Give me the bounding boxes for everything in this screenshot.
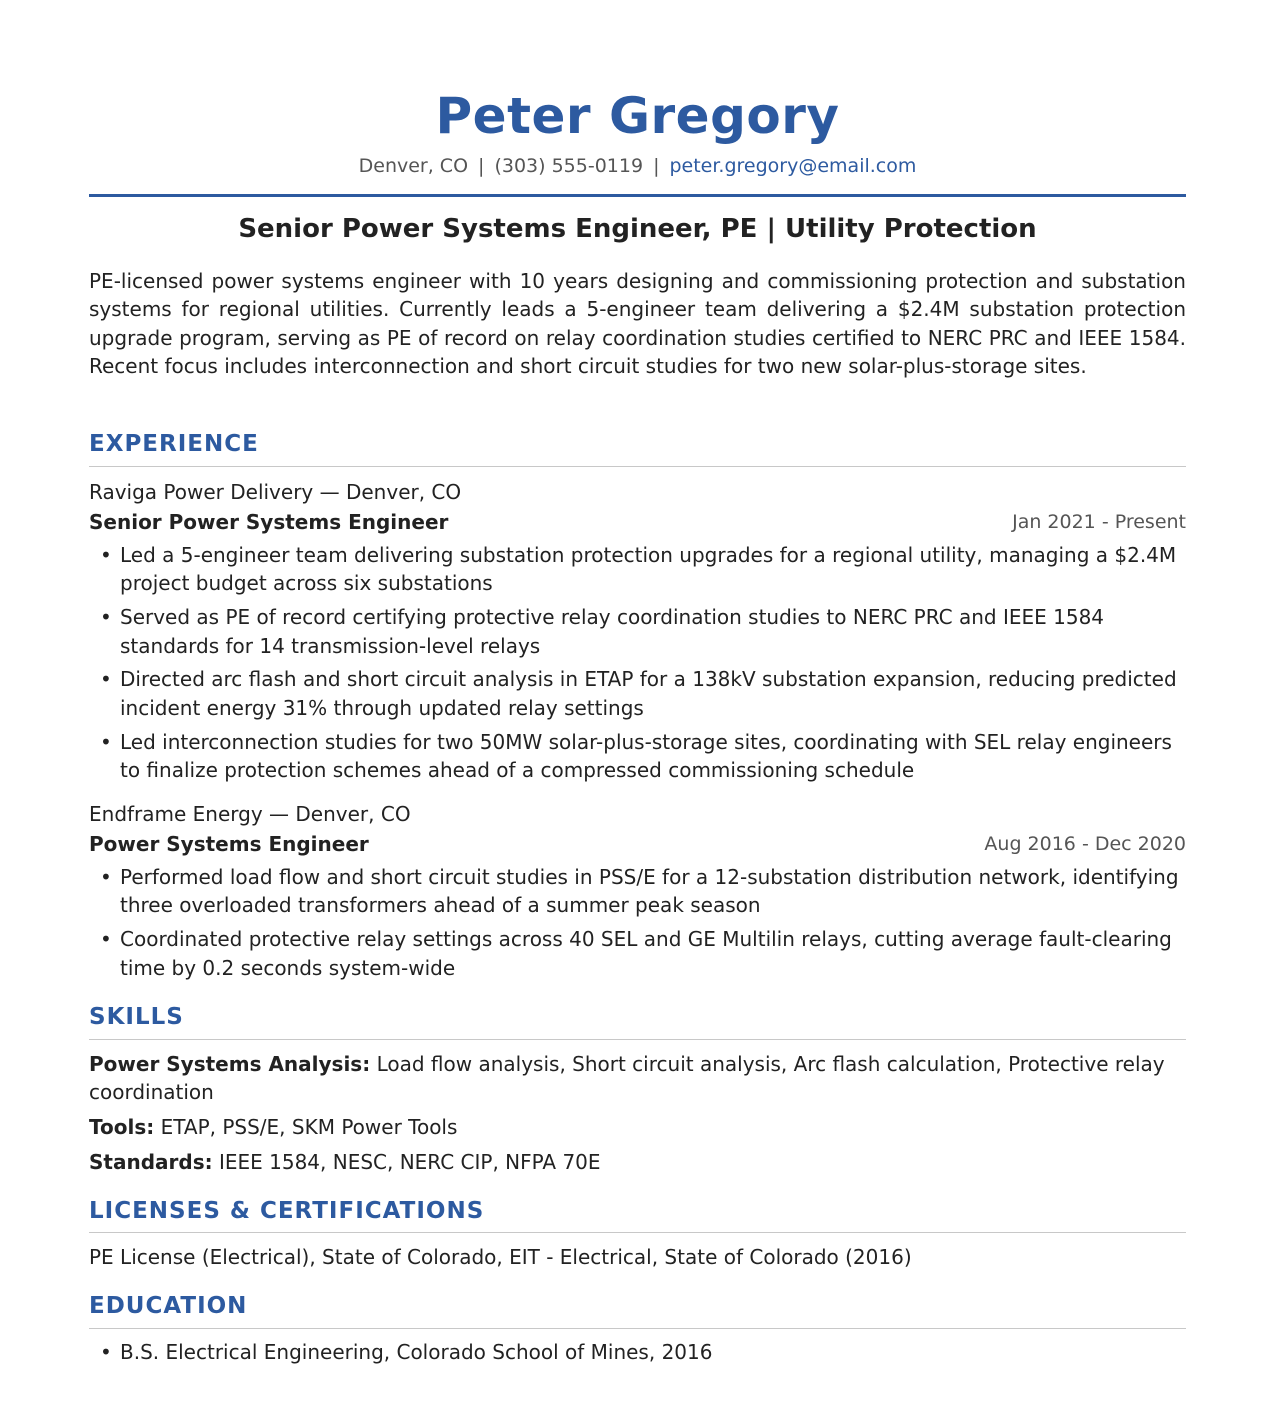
bullet-glyph: • xyxy=(100,1340,112,1364)
bullet-text: Led a 5-engineer team delivering substation protection upgrades for a regional utility, managing a $2.4M project budget across six substations xyxy=(120,543,1177,596)
job-dates: Jan 2021 - Present xyxy=(1012,511,1186,533)
contact-separator: | xyxy=(653,155,660,177)
list-item xyxy=(89,541,1186,598)
skill-value: IEEE 1584, NESC, NERC CIP, NFPA 70E xyxy=(218,1150,601,1174)
list-item xyxy=(89,925,1186,982)
skill-value: Load flow analysis, Short circuit analysis, Arc flash calculation, Protective relay coordination xyxy=(89,1052,1165,1105)
job-title: Power Systems Engineer xyxy=(89,832,369,856)
licenses-text: PE License (Electrical), State of Colorado, EIT - Electrical, State of Colorado (2016) xyxy=(89,1245,912,1269)
section-title-experience: EXPERIENCE xyxy=(89,431,259,457)
role-row xyxy=(89,831,1186,857)
job-dates: Aug 2016 - Dec 2020 xyxy=(984,833,1186,855)
section-divider xyxy=(89,466,1186,467)
email-link[interactable]: peter.gregory@email.com xyxy=(669,155,917,177)
section-divider xyxy=(89,1039,1186,1040)
contact-separator: | xyxy=(478,155,485,177)
skill-label: Power Systems Analysis: xyxy=(89,1052,371,1076)
company-name: Raviga Power Delivery — Denver, CO xyxy=(89,480,462,504)
skill-line xyxy=(89,1050,1186,1107)
contact-line xyxy=(89,154,1186,178)
bullet-glyph: • xyxy=(100,865,112,889)
bullet-text: Served as PE of record certifying protective relay coordination studies to NERC PRC and IEEE 1584 standards for 14 transmission-level relays xyxy=(120,605,1105,658)
list-item xyxy=(89,665,1186,722)
summary-paragraph: PE-licensed power systems engineer with 10 years designing and commissioning protection and substation systems for regional utilities. Currently leads a 5-engineer team delivering a $2.4M substation protection upgrade program, serving as PE of record on relay coordination studies certified to NERC PRC and IEEE 1584. Recent focus includes interconnection and short circuit studies for two new solar-plus-storage sites. xyxy=(89,269,1186,379)
section-title-licenses: LICENSES & CERTIFICATIONS xyxy=(89,1198,485,1224)
section-divider xyxy=(89,1328,1186,1329)
role-row xyxy=(89,509,1186,535)
job-bullets xyxy=(89,863,1186,987)
skill-label: Tools: xyxy=(89,1115,155,1139)
skill-line xyxy=(89,1148,1186,1176)
list-item xyxy=(89,1338,1186,1366)
bullet-text: Coordinated protective relay settings across 40 SEL and GE Multilin relays, cutting average fault-clearing time by 0.2 seconds system-wide xyxy=(120,927,1172,980)
company-name: Endframe Energy — Denver, CO xyxy=(89,802,411,826)
skill-line xyxy=(89,1113,1186,1141)
header-divider xyxy=(89,194,1186,197)
bullet-glyph: • xyxy=(100,729,112,754)
bullet-text: Performed load flow and short circuit studies in PSS/E for a 12-substation distribution network, identifying three overloaded transformers ahead of a summer peak season xyxy=(120,865,1179,918)
headline: Senior Power Systems Engineer, PE | Utility Protection xyxy=(238,214,1037,244)
phone: (303) 555-0119 xyxy=(494,155,644,177)
location: Denver, CO xyxy=(358,155,469,177)
bullet-glyph: • xyxy=(100,605,112,630)
bullet-glyph: • xyxy=(100,543,112,567)
skill-value: ETAP, PSS/E, SKM Power Tools xyxy=(160,1115,458,1139)
section-title-education: EDUCATION xyxy=(89,1293,248,1319)
list-item xyxy=(89,863,1186,920)
bullet-text: Directed arc flash and short circuit analysis in ETAP for a 138kV substation expansion, reducing predicted incident energy 31% through updated relay settings xyxy=(120,667,1177,720)
candidate-name: Peter Gregory xyxy=(435,87,840,145)
bullet-glyph: • xyxy=(100,927,112,952)
job-title: Senior Power Systems Engineer xyxy=(89,510,449,534)
education-list xyxy=(89,1338,1186,1372)
list-item xyxy=(89,728,1186,785)
education-entry: B.S. Electrical Engineering, Colorado School of Mines, 2016 xyxy=(120,1340,713,1364)
list-item xyxy=(89,603,1186,660)
skill-label: Standards: xyxy=(89,1150,213,1174)
job-bullets xyxy=(89,541,1186,790)
section-divider xyxy=(89,1232,1186,1233)
bullet-text: Led interconnection studies for two 50MW solar-plus-storage sites, coordinating with SEL relay engineers to finalize protection schemes ahead of a compressed commissioning schedule xyxy=(120,729,1172,783)
bullet-glyph: • xyxy=(100,667,112,692)
section-title-skills: SKILLS xyxy=(89,1004,184,1030)
